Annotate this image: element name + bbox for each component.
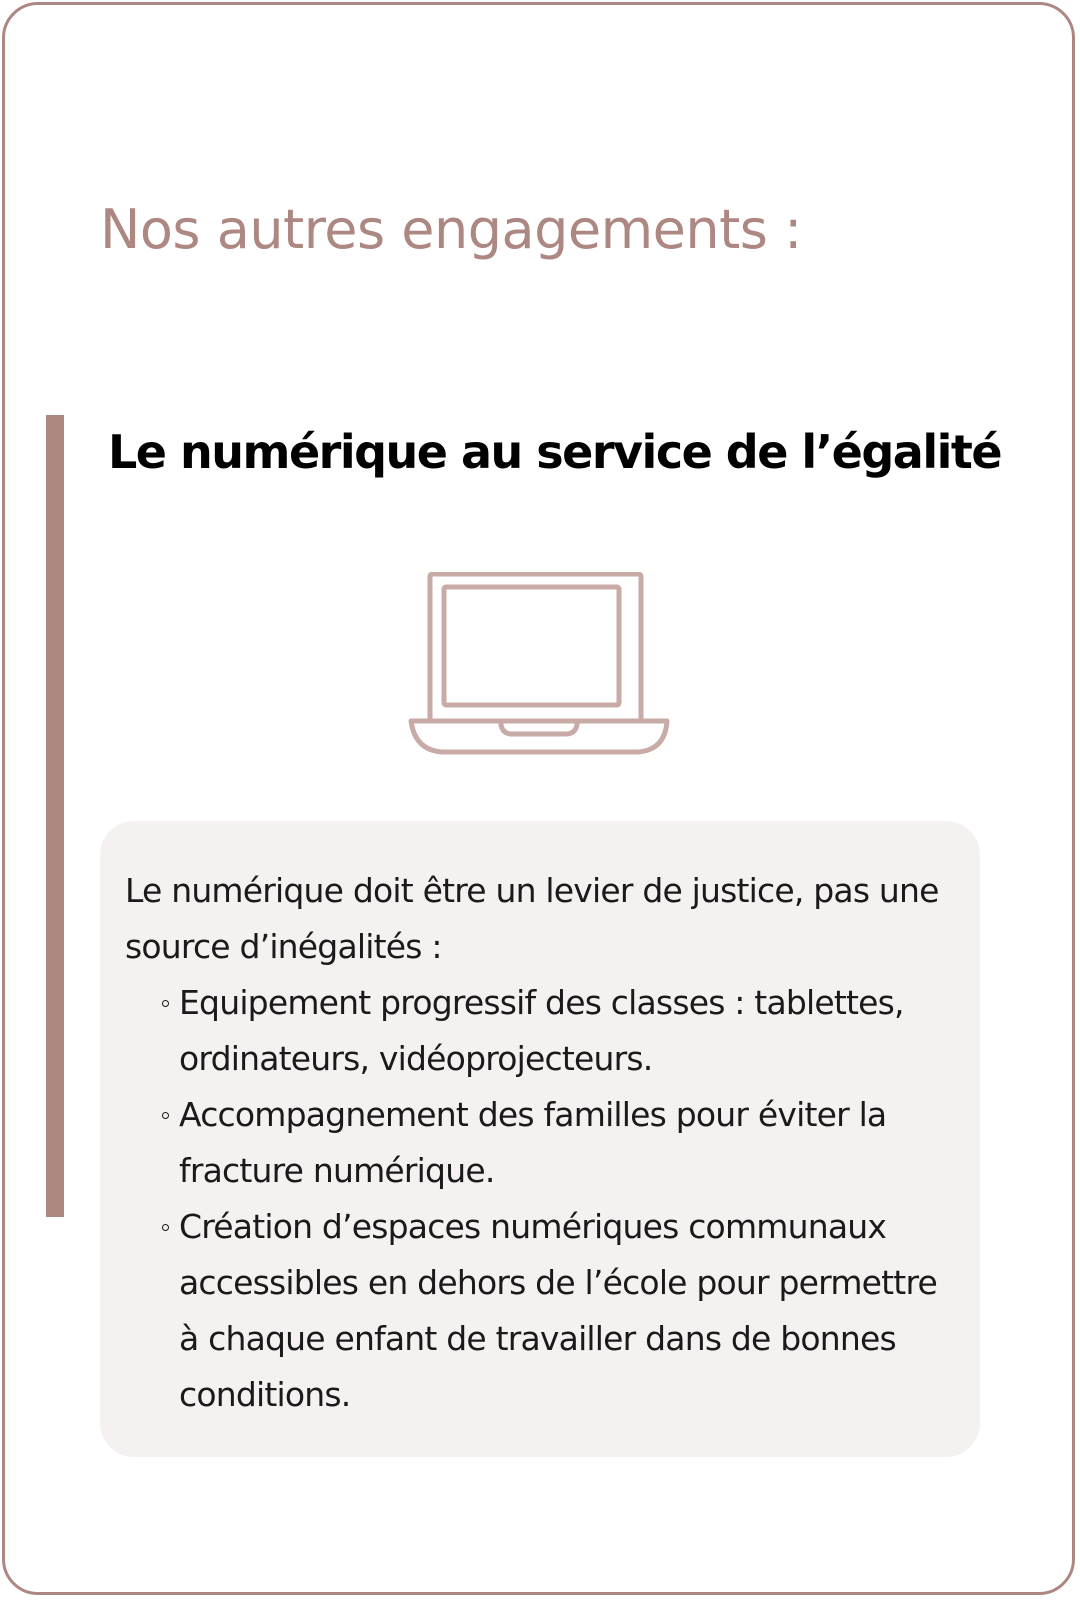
list-item	[125, 1087, 956, 1199]
list-item-text: Création d’espaces numériques communaux accessibles en dehors de l’école pour permettre à chaque enfant de travailler dans de bonnes conditions.	[179, 1207, 937, 1414]
list-item-text: Accompagnement des familles pour éviter la fracture numérique.	[179, 1095, 887, 1190]
laptop-icon	[408, 572, 672, 762]
list-item-text: Equipement progressif des classes : tablettes, ordinateurs, vidéoprojecteurs.	[179, 983, 904, 1078]
intro-text: Le numérique doit être un levier de justice, pas une source d’inégalités :	[125, 871, 939, 966]
section-title: Le numérique au service de l’égalité	[108, 425, 1002, 479]
bullet-circle-icon	[162, 1000, 169, 1007]
bullet-circle-icon	[162, 1112, 169, 1119]
list-item	[125, 1199, 956, 1423]
list-item	[125, 975, 956, 1087]
bullet-list	[125, 975, 956, 1423]
page-title: Nos autres engagements :	[100, 198, 802, 261]
section-accent-bar	[46, 415, 64, 1217]
details-box	[100, 821, 980, 1457]
bullet-circle-icon	[162, 1224, 169, 1231]
